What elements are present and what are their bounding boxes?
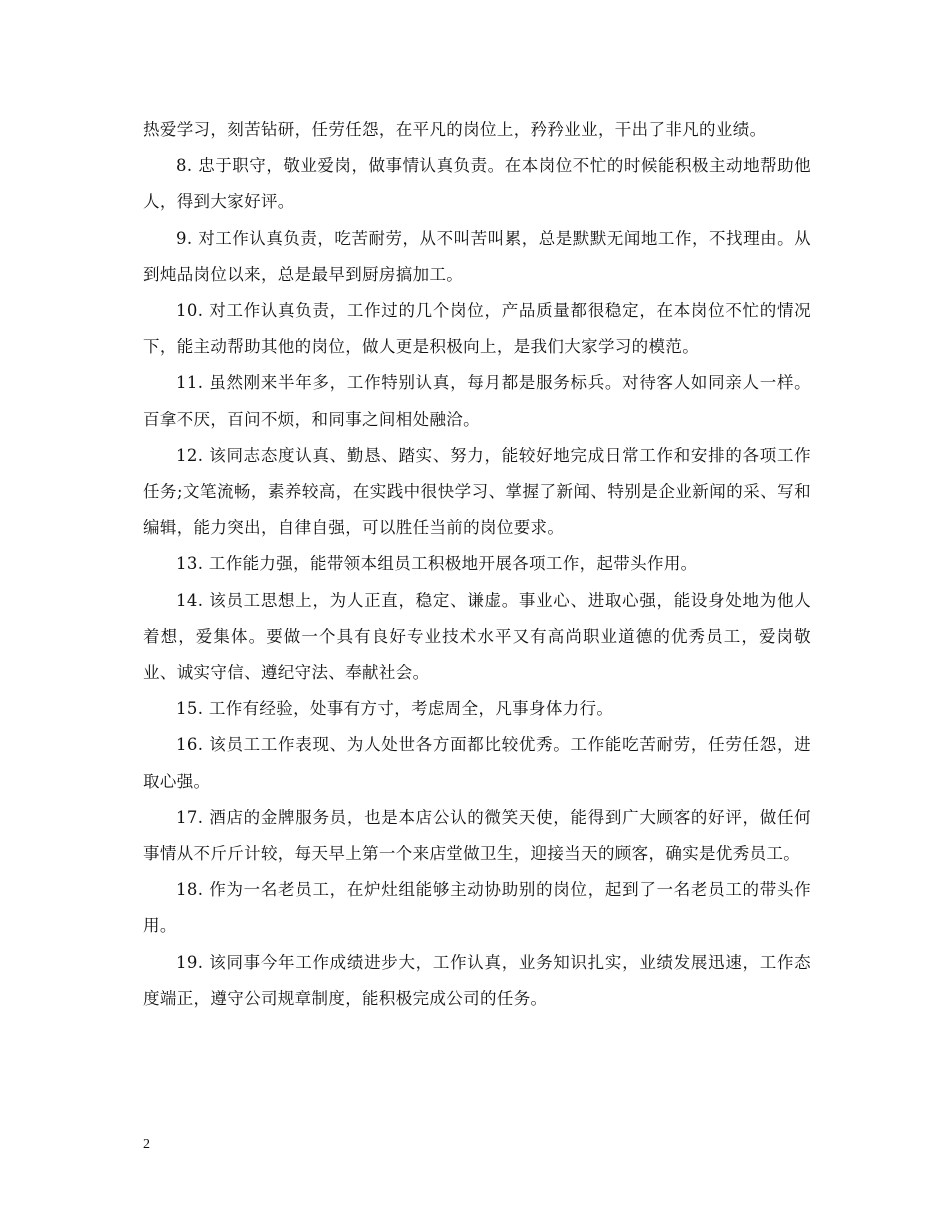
page-number: 2 — [143, 1137, 150, 1152]
paragraph-item-16: 16. 该员工工作表现、为人处世各方面都比较优秀。工作能吃苦耐劳，任劳任怨，进取心强。 — [143, 735, 811, 791]
paragraph-item-11: 11. 虽然刚来半年多，工作特别认真，每月都是服务标兵。对待客人如同亲人一样。百拿不厌，百问不烦，和同事之间相处融洽。 — [143, 373, 811, 429]
paragraph-item-10: 10. 对工作认真负责，工作过的几个岗位，产品质量都很稳定，在本岗位不忙的情况下，能主动帮助其他的岗位，做人更是积极向上，是我们大家学习的模范。 — [143, 301, 811, 357]
paragraph-item-13: 13. 工作能力强，能带领本组员工积极地开展各项工作，起带头作用。 — [176, 554, 698, 574]
paragraph-item-8: 8. 忠于职守，敬业爱岗，做事情认真负责。在本岗位不忙的时候能积极主动地帮助他人，得到大家好评。 — [143, 156, 811, 212]
paragraph-item-18: 18. 作为一名老员工，在炉灶组能够主动协助别的岗位，起到了一名老员工的带头作用。 — [143, 880, 811, 936]
paragraph-item-9: 9. 对工作认真负责，吃苦耐劳，从不叫苦叫累，总是默默无闻地工作，不找理由。从到炖品岗位以来，总是最早到厨房搞加工。 — [143, 228, 811, 284]
paragraph-item-14: 14. 该员工思想上，为人正直，稳定、谦虚。事业心、进取心强，能设身处地为他人着想，爱集体。要做一个具有良好专业技术水平又有高尚职业道德的优秀员工，爱岗敬业、诚实守信、遵纪守法、奉献社会。 — [143, 590, 811, 683]
paragraph-item-12: 12. 该同志态度认真、勤恳、踏实、努力，能较好地完成日常工作和安排的各项工作任务;文笔流畅，素养较高，在实践中很快学习、掌握了新闻、特别是企业新闻的采、写和编辑，能力突出，自律自强，可以胜任当前的岗位要求。 — [143, 445, 811, 538]
paragraph-item-19: 19. 该同事今年工作成绩进步大，工作认真，业务知识扎实，业绩发展迅速，工作态度端正，遵守公司规章制度，能积极完成公司的任务。 — [143, 952, 811, 1008]
paragraph-item-15: 15. 工作有经验，处事有方寸，考虑周全，凡事身体力行。 — [176, 699, 614, 719]
document-body — [143, 112, 811, 1017]
paragraph-continuation: 热爱学习，刻苦钻研，任劳任怨，在平凡的岗位上，矜矜业业，干出了非凡的业绩。 — [143, 120, 767, 139]
paragraph-item-17: 17. 酒店的金牌服务员，也是本店公认的微笑天使，能得到广大顾客的好评，做任何事情从不斤斤计较，每天早上第一个来店堂做卫生，迎接当天的顾客，确实是优秀员工。 — [143, 807, 811, 864]
